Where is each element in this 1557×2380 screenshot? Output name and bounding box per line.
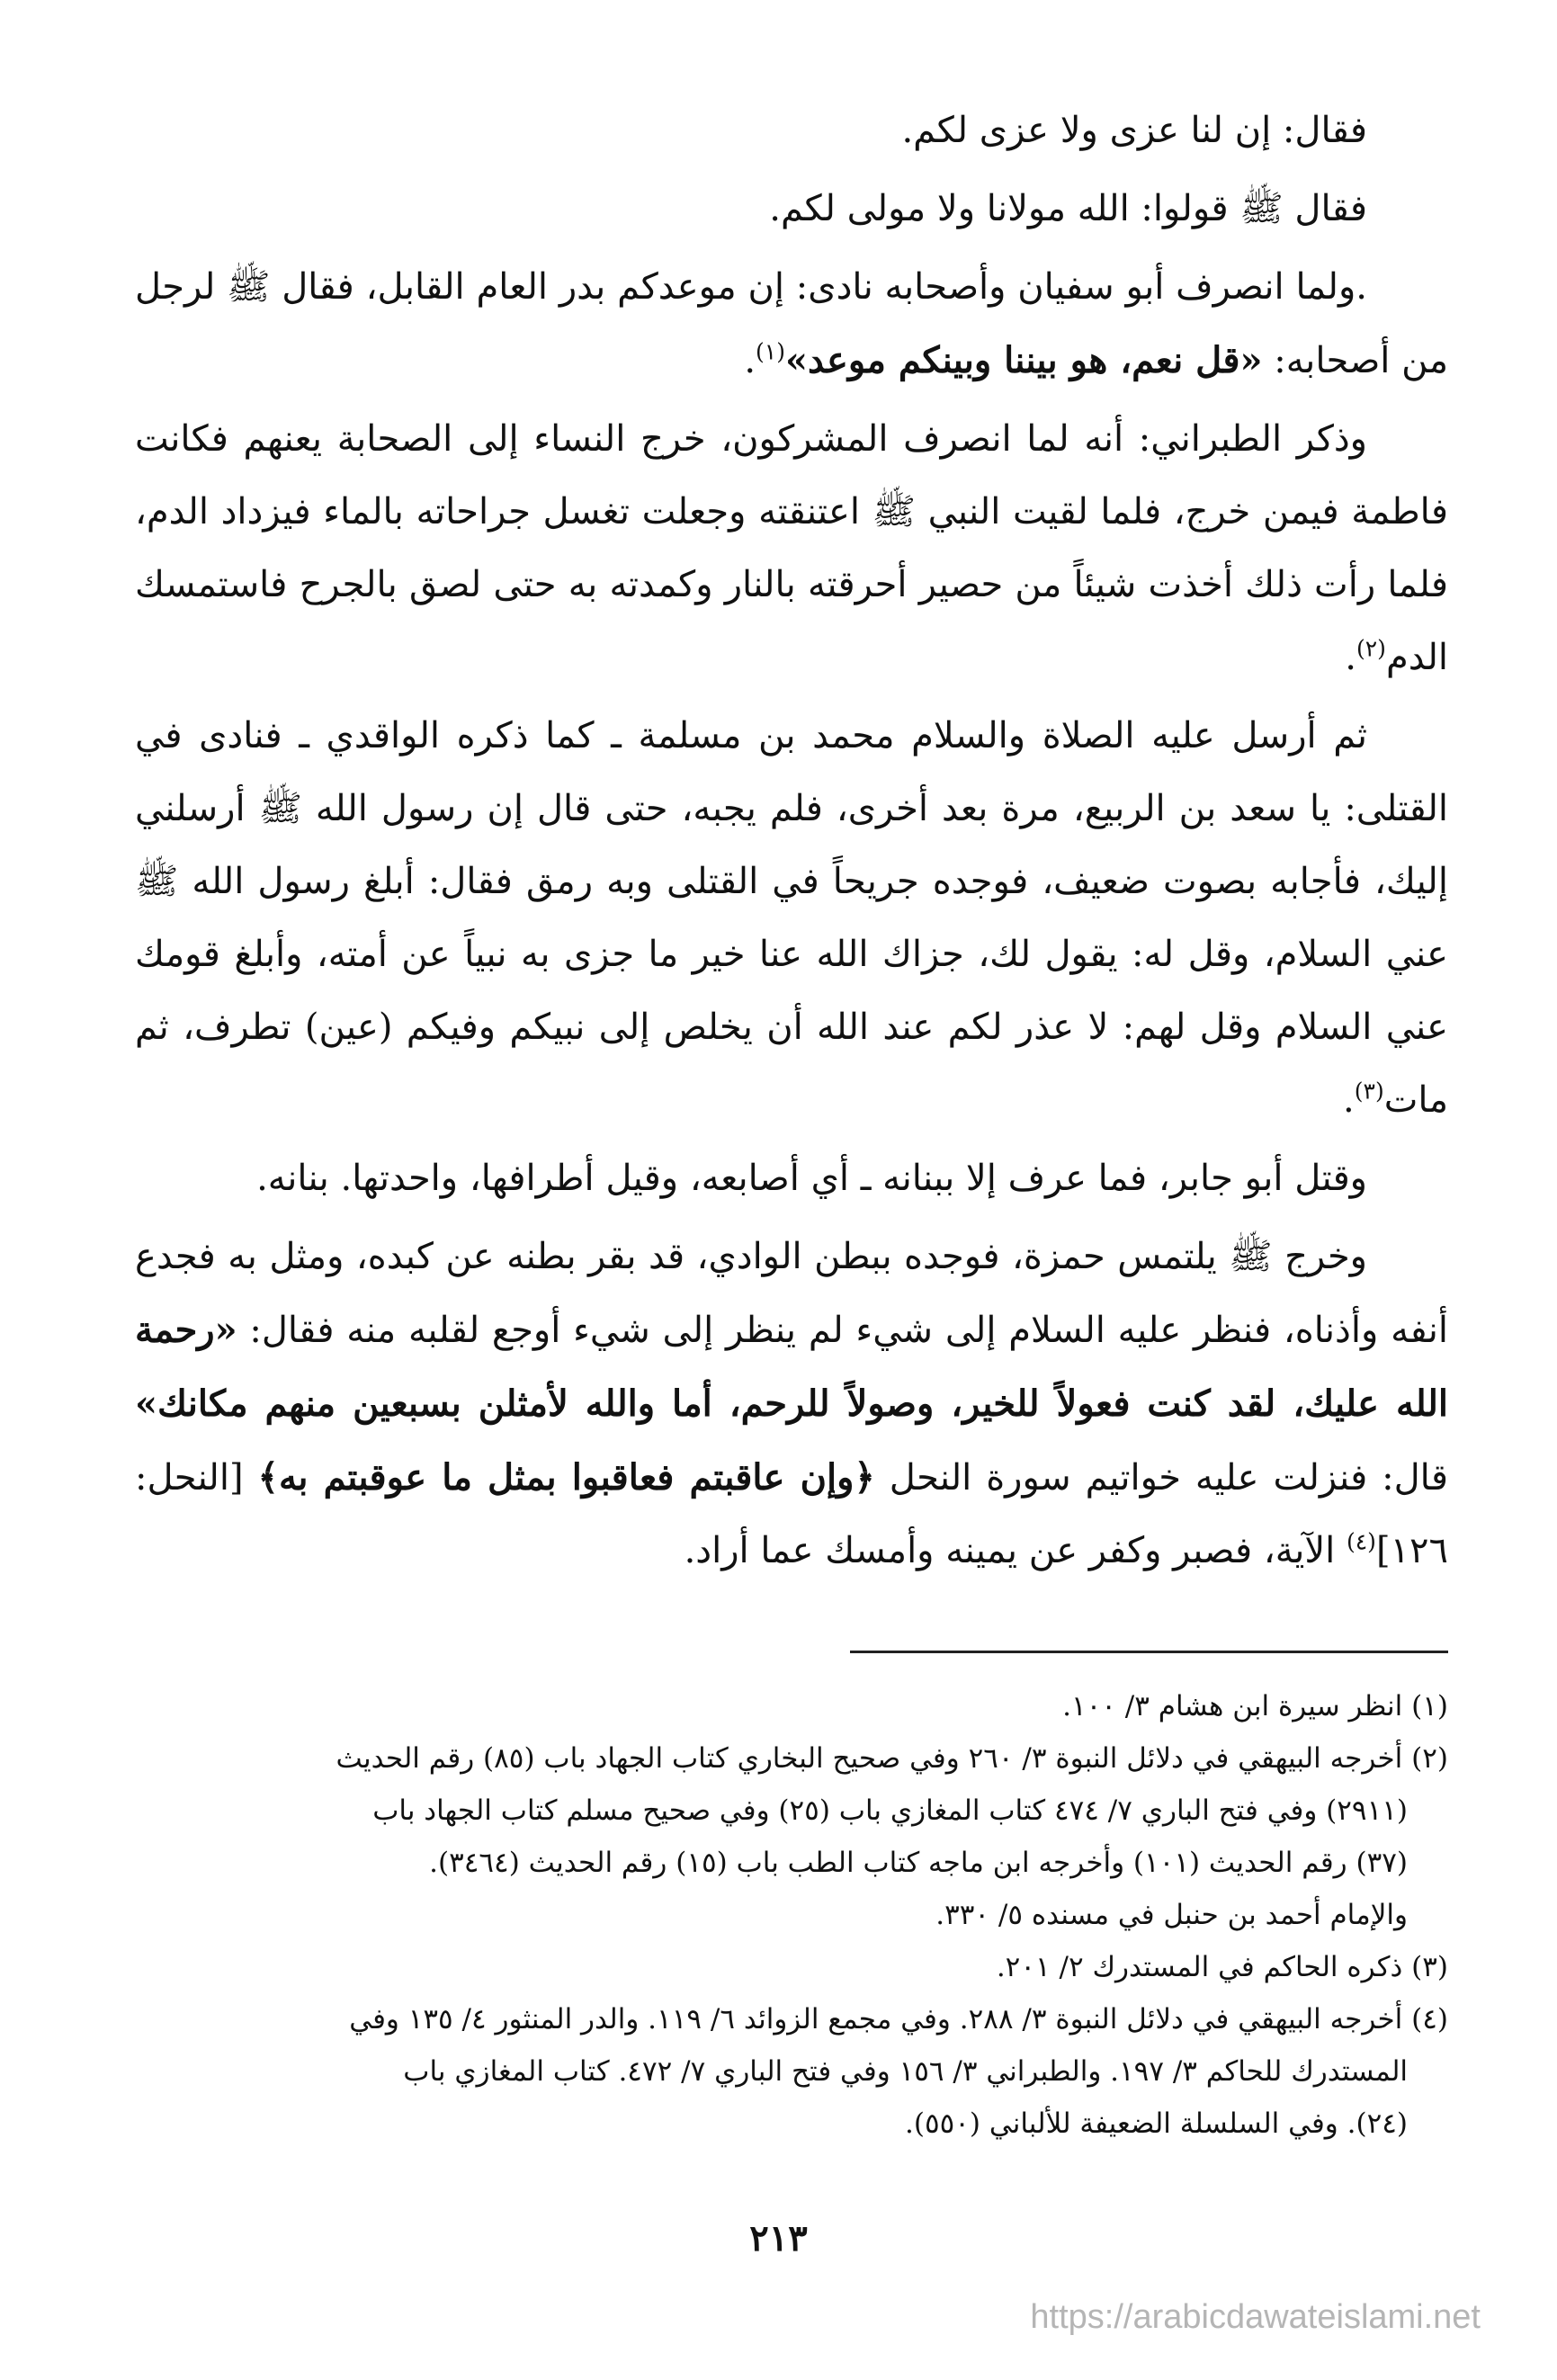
footnote-text: انظر سيرة ابن هشام ٣/ ١٠٠. — [1062, 1690, 1403, 1722]
footnote-text: أخرجه البيهقي في دلائل النبوة ٣/ ٢٦٠ وفي صحيح البخاري كتاب الجهاد باب (٨٥) رقم الحديث — [336, 1742, 1403, 1775]
paragraph — [135, 251, 1448, 398]
paragraph — [135, 700, 1448, 1137]
paragraph — [135, 1221, 1448, 1588]
footnote-line — [135, 1993, 1448, 2045]
footnote-line: (٣٧) رقم الحديث (١٠١) وأخرجه ابن ماجه كتاب الطب باب (١٥) رقم الحديث (٣٤٦٤). — [429, 1847, 1408, 1879]
page-number: ٢١٣ — [749, 2217, 808, 2259]
quoted-text: ﴿وإن عاقبتم فعاقبوا بمثل ما عوقبتم به﴾ — [257, 1456, 875, 1499]
footnote-number: (٢) — [1411, 1742, 1448, 1775]
text-segment: فقال: إن لنا عزى ولا عزى لكم. — [901, 110, 1367, 151]
footnote-number: (٣) — [1411, 1951, 1448, 1983]
text-segment: ثم أرسل عليه الصلاة والسلام محمد بن مسلمة ـ كما ذكره الواقدي ـ فنادى في القتلى: يا سعد بن الربيع، مرة بعد أخرى، فلم يجبه، حتى قال إن رسول الله ﷺ أرسلني إليك، فأجابه بصوت ضعيف، فوجده جريحاً في القتلى وبه رمق فقال: أبلغ رسول الله ﷺ عني السلام، وقل له: يقول لك، جزاك الله عنا خير ما جزى به نبياً عن أمته، وأبلغ قومك عني السلام وقل لهم: لا عذر لكم عند الله أن يخلص إلى نبيكم وفيكم (عين) تطرف، ثم مات — [135, 715, 1448, 1121]
footnote-marker: (٤) — [1346, 1528, 1376, 1555]
footnote-marker: (٣) — [1354, 1078, 1384, 1105]
footnote-marker: (١) — [756, 338, 785, 365]
quoted-text: «قل نعم، هو بيننا وبينكم موعد» — [785, 339, 1263, 381]
footnotes — [135, 1680, 1448, 2150]
footnote-line — [135, 1680, 1448, 1732]
footnote — [135, 1732, 1448, 1941]
footnote-line: (٢٤). وفي السلسلة الضعيفة للألباني (٥٥٠). — [905, 2107, 1408, 2140]
text-segment: وخرج ﷺ يلتمس حمزة، فوجده ببطن الوادي، قد بقر بطنه عن كبده، ومثل به فجدع أنفه وأذناه، فنظر عليه السلام إلى شيء لم ينظر إلى شيء أوجع لقلبه منه فقال: — [135, 1236, 1448, 1351]
footnote-line: والإمام أحمد بن حنبل في مسنده ٥/ ٣٣٠. — [935, 1899, 1408, 1931]
footnote-number: (٤) — [1411, 2003, 1448, 2036]
text-segment: . — [1345, 637, 1356, 678]
footnote-line — [135, 1732, 1448, 1785]
text-segment: . — [1343, 1079, 1355, 1121]
footnote — [135, 1680, 1448, 1732]
footnote-number: (١) — [1411, 1690, 1448, 1722]
footnote — [135, 1941, 1448, 1993]
paragraph — [135, 94, 1448, 167]
text-segment: . — [744, 340, 756, 381]
footnote-line — [135, 1941, 1448, 1993]
footnote — [135, 1993, 1448, 2150]
paragraph — [135, 1142, 1448, 1215]
footnote-line: (٢٩١١) وفي فتح الباري ٧/ ٤٧٤ كتاب المغازي باب (٢٥) وفي صحيح مسلم كتاب الجهاد باب — [372, 1794, 1408, 1827]
text-segment: وقتل أبو جابر، فما عرف إلا ببنانه ـ أي أصابعه، وقيل أطرافها، واحدتها. بنانه. — [256, 1158, 1367, 1199]
footnote-line: المستدرك للحاكم ٣/ ١٩٧. والطبراني ٣/ ١٥٦ وفي فتح الباري ٧/ ٤٧٢. كتاب المغازي باب — [403, 2055, 1408, 2088]
footnote-text: أخرجه البيهقي في دلائل النبوة ٣/ ٢٨٨. وفي مجمع الزوائد ٦/ ١١٩. والدر المنثور ٤/ ١٣٥ وفي — [349, 2003, 1403, 2036]
text-segment: [النحل: ١٢٦] — [135, 1457, 1448, 1571]
footnote-marker: (٢) — [1356, 635, 1386, 662]
page — [135, 94, 1448, 2289]
text-segment: قال: فنزلت عليه خواتيم سورة النحل — [874, 1457, 1448, 1499]
main-text — [135, 94, 1448, 1588]
paragraph — [135, 173, 1448, 246]
quoted-text: «رحمة الله عليك، لقد كنت فعولاً للخير، وصولاً للرحم، أما والله لأمثلن بسبعين منهم مكانك» — [135, 1309, 1448, 1425]
text-segment: .ولما انصرف أبو سفيان وأصحابه نادى: إن موعدكم بدر العام القابل، فقال ﷺ لرجل من أصحابه: — [135, 266, 1448, 381]
watermark: https://arabicdawateislami.net — [1030, 2298, 1481, 2336]
paragraph — [135, 403, 1448, 694]
text-segment: فقال ﷺ قولوا: الله مولانا ولا مولى لكم. — [769, 188, 1367, 229]
text-segment: وذكر الطبراني: أنه لما انصرف المشركون، خرج النساء إلى الصحابة يعنهم فكانت فاطمة فيمن خرج، فلما لقيت النبي ﷺ اعتنقته وجعلت تغسل جراحاته بالماء فيزداد الدم، فلما رأت ذلك أخذت شيئاً من حصير أحرقته بالنار وكمدته به حتى لصق بالجرح فاستمسك الدم — [135, 418, 1448, 678]
text-segment: الآية، فصبر وكفر عن يمينه وأمسك عما أراد. — [684, 1530, 1347, 1571]
footnote-text: ذكره الحاكم في المستدرك ٢/ ٢٠١. — [996, 1951, 1403, 1983]
footnote-separator — [850, 1651, 1448, 1653]
